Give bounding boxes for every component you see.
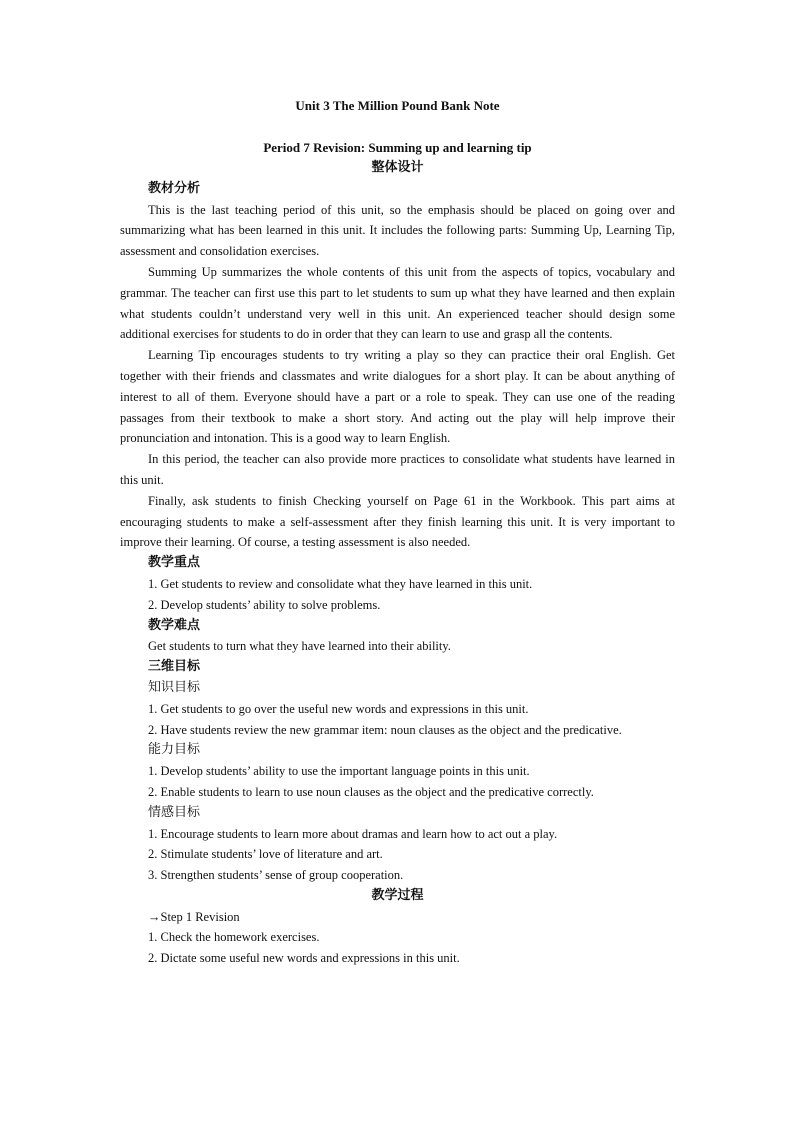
- key-point-item: 2. Develop students’ ability to solve problems.: [148, 597, 381, 612]
- analysis-paragraph: Learning Tip encourages students to try writing a play so they can practice their oral English. Get together with their friends and classmates and write dialogues for a short play. It can be about anything of interest to all of them. Everyone should have a part or a role to speak. They can use one of the reading passages from their textbook to make a short story. And acting out the play will help improve their pronunciation and intonation. This is a good way to learn English.: [120, 348, 675, 446]
- ability-objective-item: 1. Develop students’ ability to use the important language points in this unit.: [148, 764, 530, 779]
- analysis-paragraph: Summing Up summarizes the whole contents of this unit from the aspects of topics, vocabulary and grammar. The teacher can first use this part to let students to sum up what they have learned and then explain what students couldn’t understand very well in this unit. An experienced teacher should design some additional exercises for students to do in order that they can learn to use and grasp all the contents.: [120, 264, 675, 342]
- emotion-objective-item: 3. Strengthen students’ sense of group cooperation.: [148, 868, 404, 883]
- analysis-heading: 教材分析: [148, 180, 201, 196]
- analysis-paragraph: Finally, ask students to finish Checking yourself on Page 61 in the Workbook. This part aims at encouraging students to make a self-assessment after they finish learning this unit. It is very important to improve their learning. Of course, a testing assessment is also needed.: [120, 493, 675, 550]
- emotion-objective-item: 2. Stimulate students’ love of literature and art.: [148, 847, 383, 862]
- objectives-heading: 三维目标: [148, 659, 201, 675]
- knowledge-objectives-heading: 知识目标: [148, 679, 201, 695]
- difficult-point-text: Get students to turn what they have learned into their ability.: [148, 639, 451, 654]
- spacer: [120, 116, 675, 138]
- difficult-points-heading: 教学难点: [148, 617, 201, 633]
- analysis-paragraph: In this period, the teacher can also provide more practices to consolidate what students have learned in this unit.: [120, 452, 675, 487]
- process-heading: 教学过程: [371, 887, 424, 903]
- key-point-item: 1. Get students to review and consolidate what they have learned in this unit.: [148, 576, 533, 591]
- knowledge-objective-item: 1. Get students to go over the useful new words and expressions in this unit.: [148, 701, 529, 716]
- knowledge-objective-item: 2. Have students review the new grammar item: noun clauses as the object and the predicative.: [148, 722, 622, 737]
- overall-design-heading: 整体设计: [371, 160, 424, 175]
- emotion-objective-item: 1. Encourage students to learn more about dramas and learn how to act out a play.: [148, 826, 558, 841]
- ability-objective-item: 2. Enable students to learn to use noun clauses as the object and the predicative correctly.: [148, 784, 594, 799]
- process-step-item: 2. Dictate some useful new words and expressions in this unit.: [148, 951, 460, 966]
- emotion-objectives-heading: 情感目标: [148, 804, 201, 820]
- process-step-item: 1. Check the homework exercises.: [148, 930, 320, 945]
- key-points-heading: 教学重点: [148, 555, 201, 571]
- analysis-paragraph: This is the last teaching period of this unit, so the emphasis should be placed on going over and summarizing what has been learned in this unit. It includes the following parts: Summing Up, Learning Tip, assessment and consolidation exercises.: [120, 202, 675, 259]
- document-body: [120, 96, 675, 969]
- period-title: Period 7 Revision: Summing up and learning tip: [263, 140, 532, 155]
- unit-title: Unit 3 The Million Pound Bank Note: [295, 98, 500, 113]
- ability-objectives-heading: 能力目标: [148, 742, 201, 758]
- process-step-title: →Step 1 Revision: [148, 909, 240, 924]
